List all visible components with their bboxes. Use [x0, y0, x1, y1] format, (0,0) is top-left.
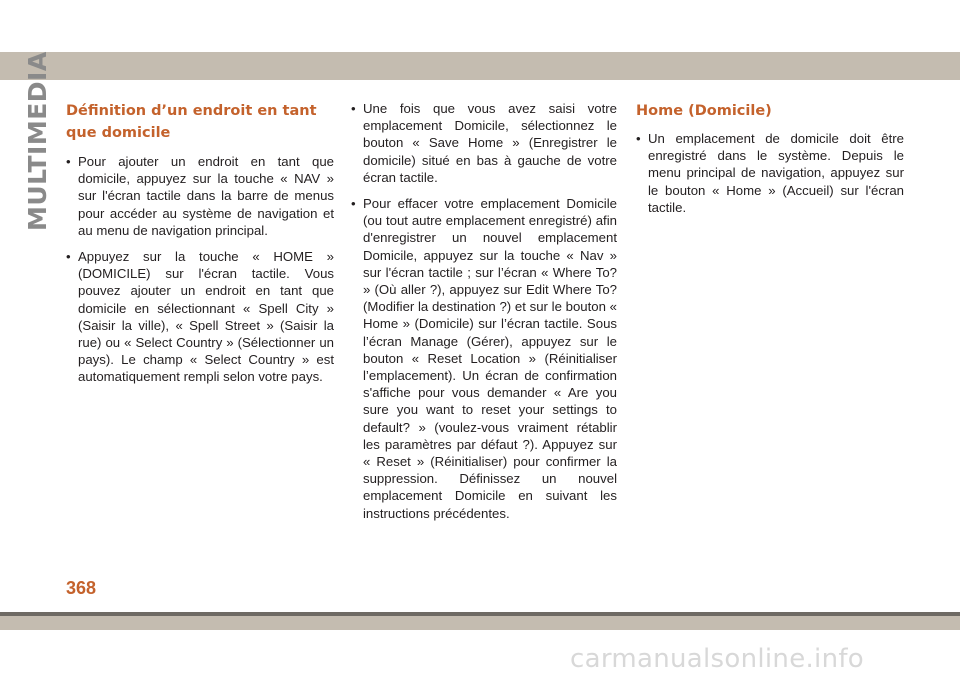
page-number: 368 — [66, 578, 97, 598]
bullet-list-1 — [66, 153, 334, 386]
list-item: • Pour ajouter un endroit en tant que domicile, appuyez sur la touche « NAV » sur l'écran tactile dans la barre de menus pour accéder au système de navigation et au menu de navigation principal. — [66, 153, 334, 239]
watermark: carmanualsonline.info — [570, 644, 865, 674]
bullet-list-2 — [351, 100, 617, 522]
column-1 — [66, 100, 334, 395]
column-3 — [636, 100, 904, 225]
header-band — [0, 0, 960, 80]
list-item: • Une fois que vous avez saisi votre emplacement Domicile, sélectionnez le bouton « Save Home » (Enregistrer le domicile) situé en bas à gauche de votre écran tactile. — [351, 100, 617, 186]
heading-home: Home (Domicile) — [636, 103, 772, 119]
list-item: • Appuyez sur la touche « HOME » (DOMICILE) sur l'écran tactile. Vous pouvez ajouter un endroit en tant que domicile en sélectionnant « Spell City » (Saisir la ville), « Spell Street » (Saisir la rue) ou « Select Country » (Sélectionner un pays). Le champ « Select Country » est automatiquement rempli selon votre pays. — [66, 248, 334, 386]
header-bar — [0, 52, 960, 80]
list-item: • Un emplacement de domicile doit être enregistré dans le système. Depuis le menu principal de navigation, appuyez sur le bouton « Home » (Accueil) sur l'écran tactile. — [636, 130, 904, 216]
heading-set-home-location: Définition d’un endroit en tant que domicile — [66, 103, 317, 141]
section-side-tab: MULTIMEDIA — [23, 51, 52, 231]
column-2 — [351, 100, 617, 531]
list-item: • Pour effacer votre emplacement Domicile (ou tout autre emplacement enregistré) afin d'enregistrer un nouvel emplacement Domicile, appuyez sur la touche « Nav » sur l'écran tactile ; sur l’écran « Where To? » (Où aller ?), appuyez sur Edit Where To? (Modifier la destination ?) et sur le bouton « Home » (Domicile) sur l’écran tactile. Sous l’écran Manage (Gérer), appuyez sur le bouton « Reset Location » (Réinitialiser l’emplacement). Un écran de confirmation s'affiche pour vous demander « Are you sure you want to reset your settings to default? » (voulez-vous vraiment rétablir les paramètres par défaut ?). Appuyez sur « Reset » (Réinitialiser) pour confirmer la suppression. Définissez un nouvel emplacement Domicile en suivant les instructions précédentes. — [351, 195, 617, 522]
footer-rule-light — [0, 616, 960, 630]
bullet-list-3 — [636, 130, 904, 216]
